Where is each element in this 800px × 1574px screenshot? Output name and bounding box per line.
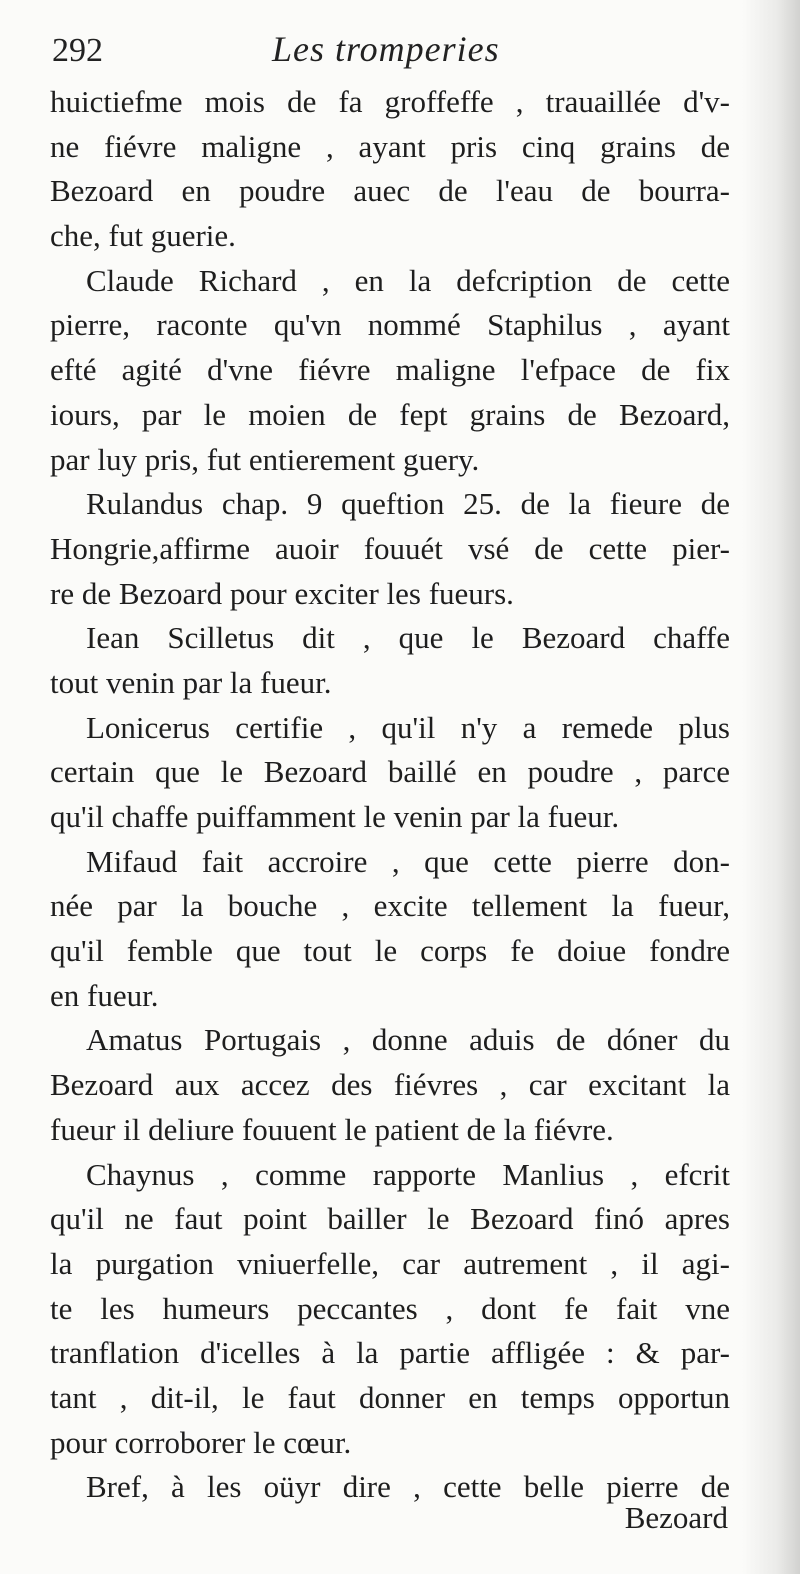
text-line: efté agité d'vne fiévre maligne l'efpace de fix — [50, 352, 730, 388]
text-line: en fueur. — [50, 977, 159, 1013]
text-line: certain que le Bezoard baillé en poudre , parce — [50, 754, 730, 790]
page-header — [52, 22, 742, 76]
text-line: Claude Richard , en la defcription de cette — [86, 262, 730, 298]
text-line: pour corroborer le cœur. — [50, 1424, 352, 1460]
text-line: iours, par le moien de fept grains de Bezoard, — [50, 396, 730, 432]
catchword: Bezoard — [624, 1500, 728, 1535]
text-line: la purgation vniuerfelle, car autrement , il agi- — [50, 1245, 730, 1281]
text-line: Bref, à les oüyr dire , cette belle pierre de — [86, 1469, 730, 1505]
text-line: huictiefme mois de fa groffeffe , trauaillée d'v- — [50, 84, 730, 119]
page-number: 292 — [52, 32, 103, 69]
text-line: re de Bezoard pour exciter les fueurs. — [50, 575, 514, 611]
text-line: fueur il deliure fouuent le patient de la fiévre. — [50, 1111, 614, 1147]
text-line: pierre, raconte qu'vn nommé Staphilus , ayant — [50, 307, 730, 343]
text-line: qu'il ne faut point bailler le Bezoard finó apres — [50, 1201, 730, 1237]
text-line: Iean Scilletus dit , que le Bezoard chaffe — [86, 620, 730, 656]
text-line: Lonicerus certifie , qu'il n'y a remede plus — [86, 709, 730, 745]
text-line: ne fiévre maligne , ayant pris cinq grains de — [50, 128, 730, 164]
text-line: tranflation d'icelles à la partie affligée : & par- — [50, 1335, 730, 1371]
text-line: Hongrie,affirme auoir fouuét vsé de cette pier- — [50, 530, 730, 566]
text-line: tout venin par la fueur. — [50, 664, 332, 700]
text-body — [50, 80, 730, 1510]
text-line: Amatus Portugais , donne aduis de dóner du — [86, 1022, 730, 1058]
text-line: Bezoard aux accez des fiévres , car excitant la — [50, 1067, 730, 1103]
text-line: tant , dit-il, le faut donner en temps opportun — [50, 1379, 730, 1415]
text-line: Rulandus chap. 9 queftion 25. de la fieure de — [86, 486, 730, 522]
text-line: née par la bouche , excite tellement la fueur, — [50, 888, 730, 924]
text-line: qu'il femble que tout le corps fe doiue fondre — [50, 933, 730, 969]
text-line: Chaynus , comme rapporte Manlius , efcrit — [86, 1156, 730, 1192]
page-edge-shadow — [742, 0, 800, 1574]
text-line: qu'il chaffe puiffamment le venin par la fueur. — [50, 799, 620, 834]
text-line: par luy pris, fut entierement guery. — [50, 441, 480, 477]
text-line: Bezoard en poudre auec de l'eau de bourra- — [50, 173, 730, 209]
text-line: che, fut guerie. — [50, 218, 236, 254]
running-head: Les tromperies — [272, 29, 500, 69]
text-line: Mifaud fait accroire , que cette pierre don- — [86, 843, 730, 879]
text-line: te les humeurs peccantes , dont fe fait vne — [50, 1290, 730, 1326]
